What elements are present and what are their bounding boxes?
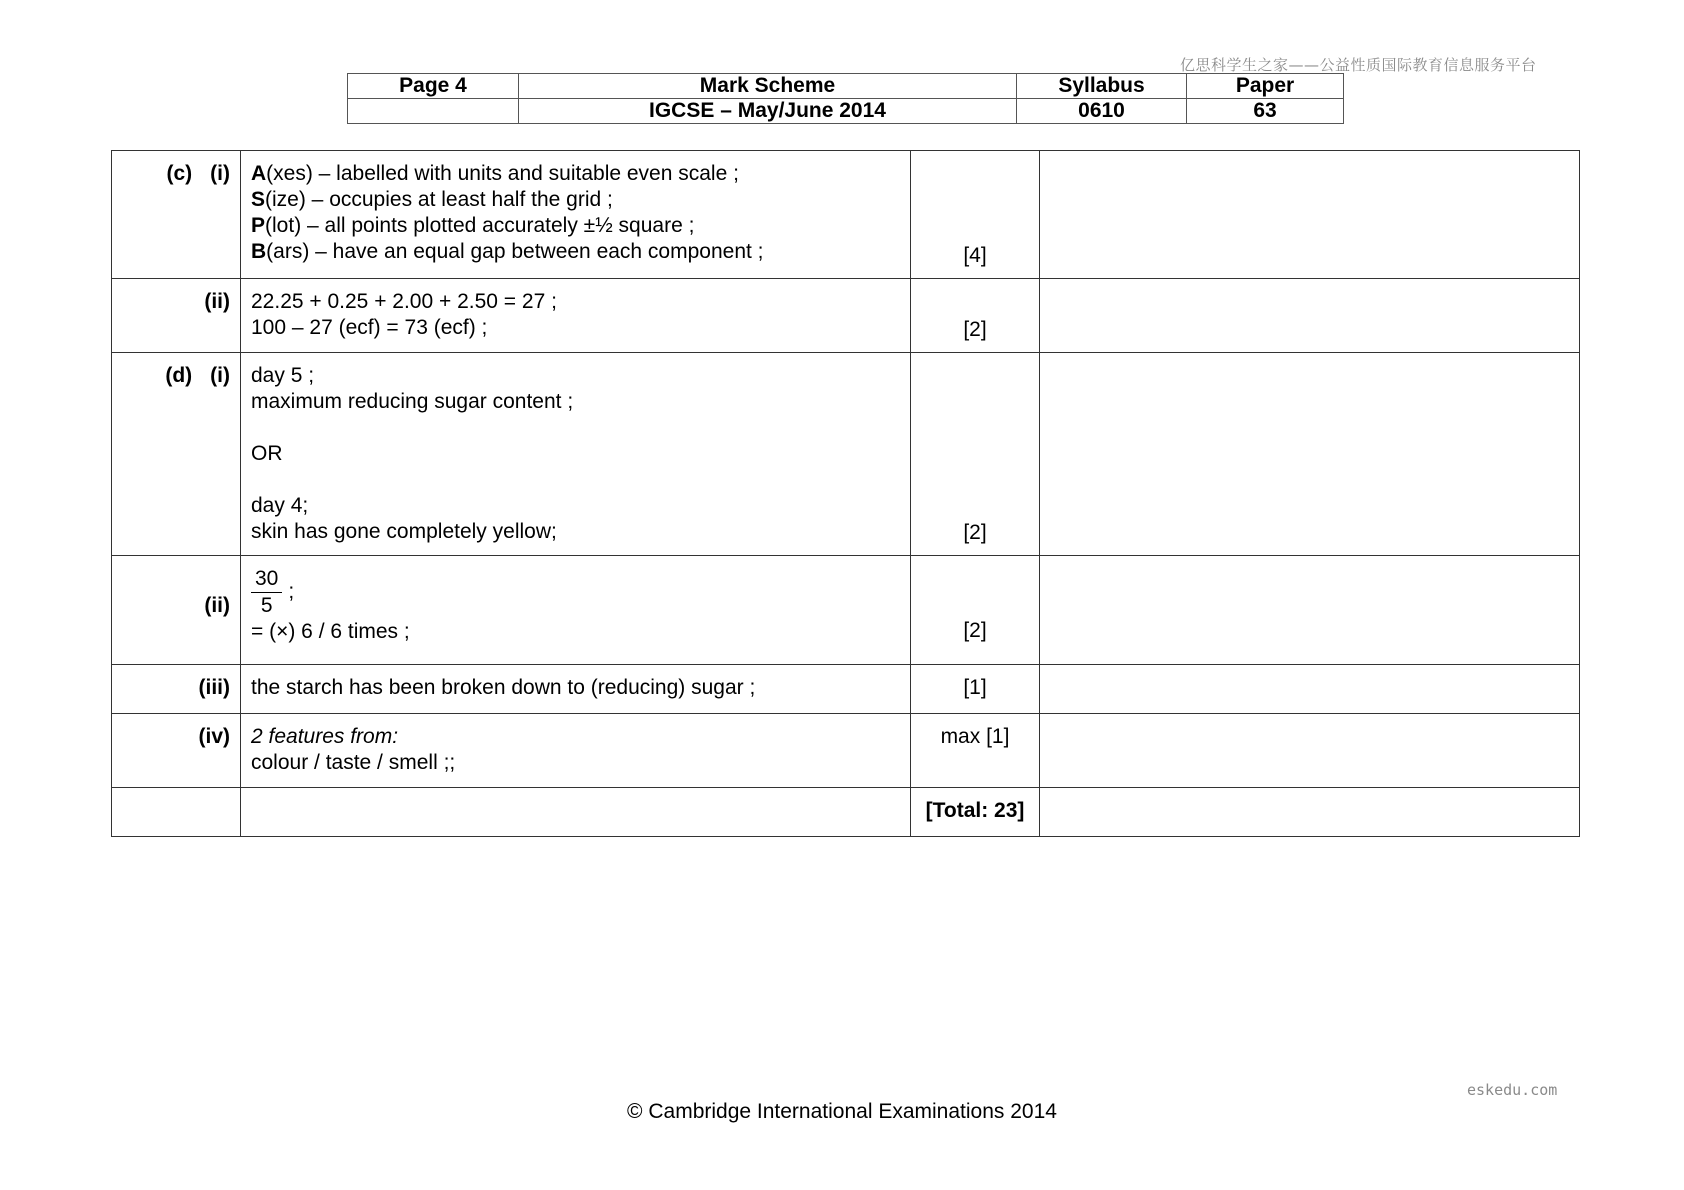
question-subpart: (iv) [198,725,230,748]
question-number [112,279,241,353]
marks-cell: [1] [911,665,1040,714]
answer-line: P(lot) – all points plotted accurately ±½ square ; [251,214,695,237]
header-page: Page 4 [348,74,519,99]
answer-cell [241,556,911,665]
header-syllabus: Syllabus [1017,74,1187,99]
copyright-footer: © Cambridge International Examinations 2014 [627,1100,1057,1123]
answer-cell [241,788,911,837]
table-row [112,556,1580,665]
guidance-cell [1040,151,1580,279]
answer-cell: the starch has been broken down to (reducing) sugar ; [241,665,911,714]
answer-line: colour / taste / smell ;; [251,751,456,774]
answer-line: maximum reducing sugar content ; [251,390,574,413]
table-row [112,151,1580,279]
watermark-top-text: 亿思科学生之家——公益性质国际教育信息服务平台 [1180,56,1537,74]
question-number [112,556,241,665]
answer-cell [241,353,911,556]
answer-line: OR [251,442,283,465]
guidance-cell [1040,788,1580,837]
table-row [112,279,1580,353]
question-number [112,788,241,837]
guidance-cell [1040,556,1580,665]
answer-line: day 5 ; [251,364,315,387]
mark-scheme-table [111,150,1580,837]
question-number [112,151,241,279]
marks-cell: [2] [911,279,1040,353]
question-number [112,353,241,556]
answer-line: B(ars) – have an equal gap between each component ; [251,240,764,263]
marks-cell: [2] [911,556,1040,665]
marks-cell: [4] [911,151,1040,279]
fraction-numerator: 30 [251,566,282,593]
answer-line: day 4; [251,494,309,517]
table-row-total [112,788,1580,837]
table-row [112,714,1580,788]
marks-cell: max [1] [911,714,1040,788]
marks-cell: [2] [911,353,1040,556]
answer-line: A(xes) – labelled with units and suitable even scale ; [251,162,739,185]
guidance-cell [1040,279,1580,353]
question-subpart: (i) [210,364,230,387]
answer-cell [241,714,911,788]
answer-line: 100 – 27 (ecf) = 73 (ecf) ; [251,316,488,339]
header-paper-number: 63 [1187,99,1344,124]
fraction-denominator: 5 [260,594,273,617]
answer-line: skin has gone completely yellow; [251,520,557,543]
question-part: (c) [166,162,193,185]
fraction [251,566,282,619]
total-marks: [Total: 23] [911,788,1040,837]
watermark-bottom-text: eskedu.com [1467,1081,1558,1099]
header-table [347,73,1344,124]
header-mark-scheme: Mark Scheme [519,74,1017,99]
question-subpart: (ii) [204,593,230,617]
answer-cell [241,279,911,353]
answer-line: = (×) 6 / 6 times ; [251,620,410,643]
answer-cell [241,151,911,279]
guidance-cell [1040,665,1580,714]
question-subpart: (iii) [198,676,230,699]
question-number [112,714,241,788]
header-syllabus-code: 0610 [1017,99,1187,124]
guidance-cell [1040,714,1580,788]
question-subpart: (i) [210,162,230,185]
header-exam-session: IGCSE – May/June 2014 [519,99,1017,124]
header-empty-cell [348,99,519,124]
header-paper: Paper [1187,74,1344,99]
question-number [112,665,241,714]
question-subpart: (ii) [204,290,230,313]
guidance-cell [1040,353,1580,556]
table-row [112,353,1580,556]
answer-line: S(ize) – occupies at least half the grid ; [251,188,613,211]
table-row [112,665,1580,714]
answer-line: 2 features from: [251,725,399,748]
answer-line: $\frac{30}{5}$ ; [251,566,900,619]
answer-line: 22.25 + 0.25 + 2.00 + 2.50 = 27 ; [251,290,557,313]
question-part: (d) [165,364,193,387]
